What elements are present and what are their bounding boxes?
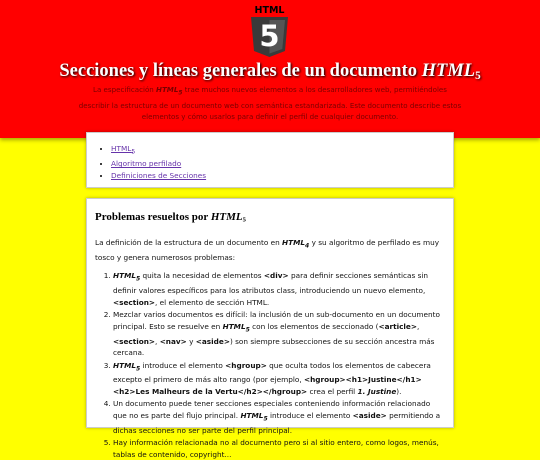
toc-link-definiciones-secciones[interactable]: Definiciones de Secciones (111, 171, 207, 181)
logo-number: 5 (259, 19, 280, 53)
logo-text: HTML (254, 5, 285, 16)
intro-text: La especificación $HTML_5$ trae muchos nuevos elementos a los desarrolladores web, permitiéndoles describir la estructura de un documento web con semántica estandarizada. Este documento describe estos elementos y cómo usarlos para definir el perfil de cualquier documento. (78, 85, 462, 122)
problem-text-part: <article> (378, 321, 417, 331)
problem-text-part: permitiendo a dichas secciones no ser parte del perfil principal. (113, 410, 441, 435)
problem-text-part: 5 (263, 415, 268, 423)
problem-item (113, 360, 441, 398)
problem-text-part: para definir secciones semánticas sin definir valores específicos para los atributos class, introduciendo un nuevo elemento, (113, 271, 429, 296)
main-section (86, 198, 454, 459)
problem-text-part: Mezclar varios documentos es difícil: la inclusión de un sub-documento en un documento principal. Esto se resuelve en (113, 310, 440, 331)
problem-text-part: crea el perfil (307, 386, 358, 396)
problem-text-part: <section> (113, 297, 156, 307)
toc-link-algoritmo-perfilado[interactable]: Algoritmo perfilado (111, 159, 182, 169)
problem-text-part: <aside> (195, 336, 230, 346)
toc-link-html5[interactable]: $HTML_5$ (111, 144, 136, 156)
problem-text-part: <hgroup><h1>Justine</h1><h2>Les Malheurs de la Vertu</h2></hgroup> (113, 375, 422, 396)
toc-item-html5 (111, 143, 453, 158)
problem-text-part: 1. Justine (357, 386, 397, 396)
problem-text-part: HTML (113, 360, 136, 370)
toc-item-algoritmo (111, 158, 453, 170)
problem-text-part: ) son siempre subsecciones de su sección ancestra más cercana. (113, 336, 435, 357)
problem-text-part: <div> (263, 271, 289, 281)
problem-text-part: , el elemento de sección HTML. (155, 297, 270, 307)
problem-text-part: con los elementos de seccionado ( (249, 321, 379, 331)
problem-list (95, 270, 445, 460)
problem-text-part: 5 (136, 275, 141, 283)
problem-text-part: y (186, 336, 196, 346)
problem-text-part: introduce el elemento (267, 410, 353, 420)
page-header (0, 0, 540, 138)
problem-text-part: <section> (113, 336, 156, 346)
problem-text-part: <nav> (159, 336, 187, 346)
problem-text-part: HTML (113, 271, 136, 281)
section-heading: Problemas resueltos por $HTML_5$ (95, 211, 246, 224)
page-title: Secciones y líneas generales de un documento $HTML_5$ (59, 61, 481, 82)
problem-text-part: <hgroup> (225, 360, 267, 370)
problem-text-part: HTML (240, 410, 264, 420)
toc-item-definiciones (111, 170, 453, 182)
section-paragraph: La definición de la estructura de un documento en $HTML_4$ y su algoritmo de perfilado es muy tosco y genera numerosos problemas: (95, 237, 440, 262)
problem-item (113, 437, 441, 460)
problem-item (113, 270, 441, 308)
problem-item (113, 309, 441, 358)
problem-text-part: HTML (222, 321, 246, 331)
problem-text-part: Hay información relacionada no al documento pero si al sitio entero, como logos, menús, tablas de contenido, copyright... (113, 438, 439, 459)
problem-text-part: <aside> (352, 410, 387, 420)
problem-text-part: Un documento puede tener secciones especiales conteniendo información relacionado que no es parte del flujo principal. (113, 399, 431, 420)
problem-text-part: 5 (245, 326, 250, 333)
html5-logo-icon (249, 3, 290, 58)
problem-text-part: , (416, 321, 420, 331)
problem-item (113, 398, 441, 436)
table-of-contents (86, 132, 454, 188)
problem-text-part: , (155, 336, 160, 346)
problem-text-part: quita la necesidad de elementos (140, 271, 264, 281)
problem-text-part: que oculta todos los elementos de cabecera excepto el primero de más alto rango (por ejemplo, (113, 360, 431, 385)
problem-text-part: ). (396, 386, 402, 396)
problem-text-part: 5 (136, 364, 141, 372)
problem-text-part: introduce el elemento (140, 360, 226, 370)
